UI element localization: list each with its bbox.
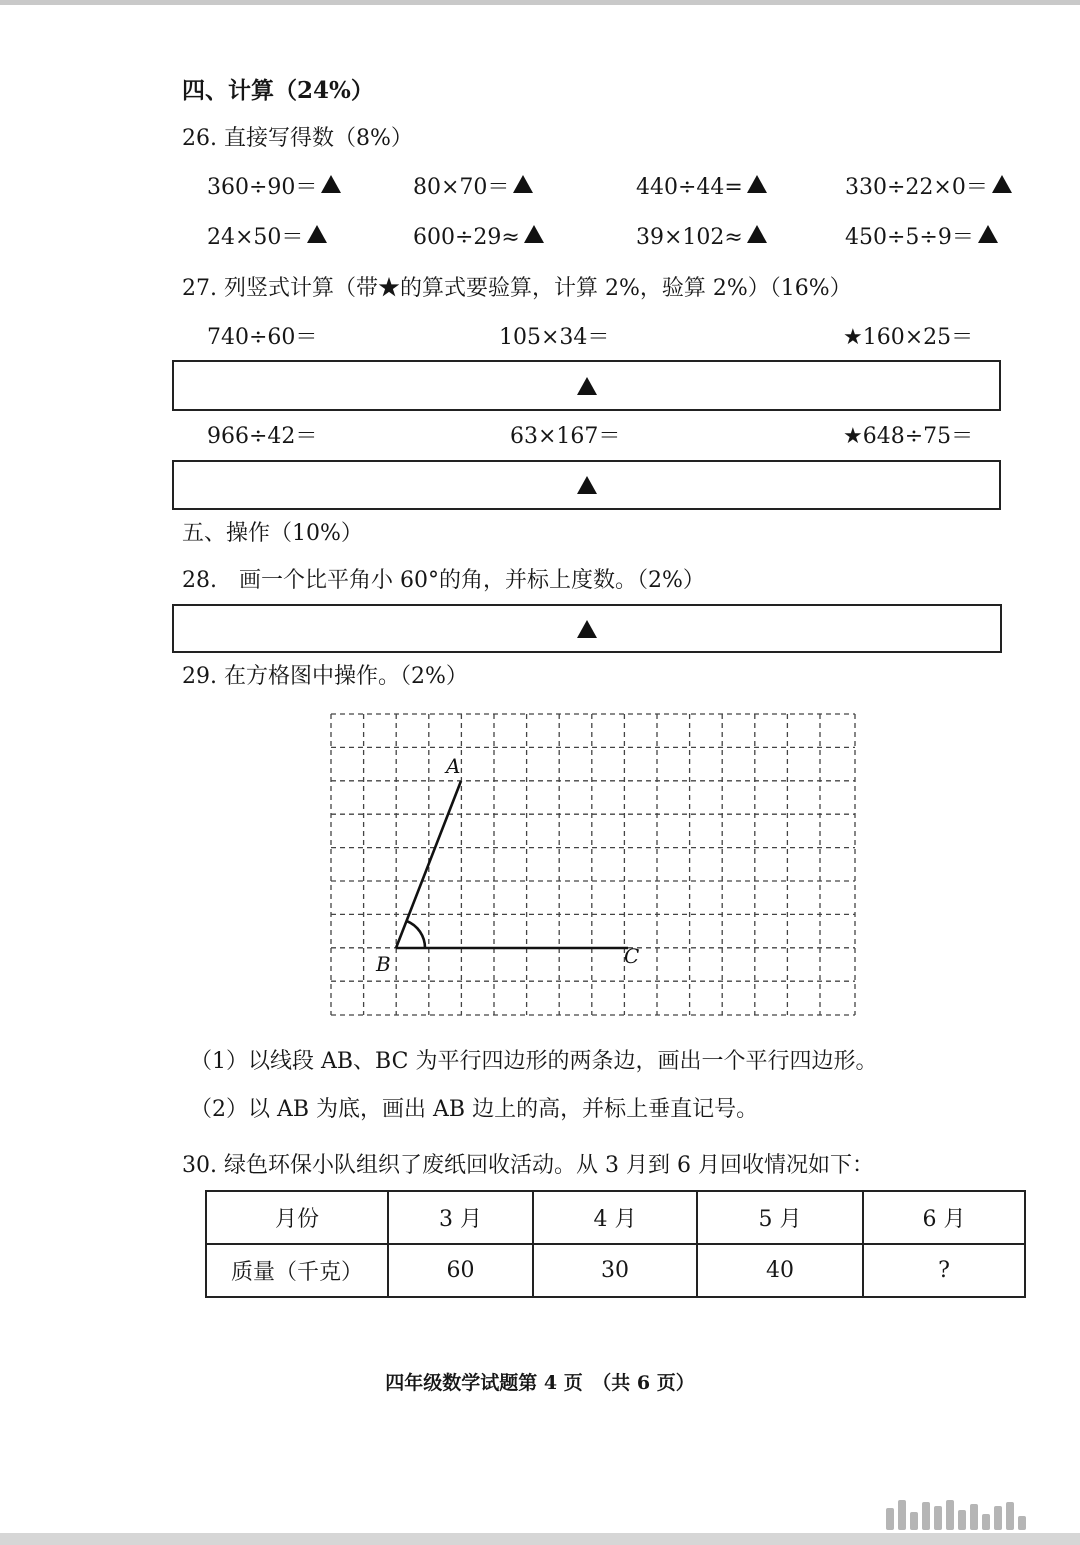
watermark-bars-icon bbox=[886, 1500, 1026, 1530]
answer-triangle-icon bbox=[747, 175, 767, 193]
q26-item-4: 330÷22×0＝ bbox=[845, 173, 1012, 203]
q27-title: 27. 列竖式计算（带★的算式要验算，计算 2%，验算 2%）（16%） bbox=[182, 276, 852, 301]
answer-triangle-icon bbox=[577, 377, 597, 395]
q26-item-2: 80×70＝ bbox=[413, 173, 533, 203]
q26-item-7: 39×102≈ bbox=[636, 223, 767, 253]
square-grid[interactable] bbox=[330, 713, 858, 1017]
q29-task-1: （1）以线段 AB、BC 为平行四边形的两条边，画出一个平行四边形。 bbox=[190, 1049, 878, 1074]
angle-arc bbox=[407, 921, 425, 948]
answer-triangle-icon bbox=[524, 225, 544, 243]
point-c-label: C bbox=[624, 944, 640, 968]
table-header-cell: 月份 bbox=[206, 1191, 388, 1244]
answer-triangle-icon bbox=[321, 175, 341, 193]
table-cell: 60 bbox=[388, 1244, 533, 1297]
q30-title: 30. 绿色环保小队组织了废纸回收活动。从 3 月到 6 月回收情况如下： bbox=[182, 1153, 874, 1178]
table-header-cell: 6 月 bbox=[863, 1191, 1025, 1244]
q26-item-1: 360÷90＝ bbox=[207, 173, 341, 203]
answer-triangle-icon bbox=[978, 225, 998, 243]
q28-title: 28. 画一个比平角小 60°的角，并标上度数。（2%） bbox=[182, 568, 705, 593]
point-a-label: A bbox=[446, 754, 461, 778]
table-header-cell: 5 月 bbox=[697, 1191, 863, 1244]
answer-triangle-icon bbox=[307, 225, 327, 243]
q27-expr-2: 105×34＝ bbox=[499, 325, 610, 350]
page-footer: 四年级数学试题第 4 页 （共 6 页） bbox=[385, 1372, 695, 1394]
table-row bbox=[206, 1191, 1025, 1244]
table-cell[interactable]: ? bbox=[863, 1244, 1025, 1297]
table-cell: 40 bbox=[697, 1244, 863, 1297]
q27-expr-4: 966÷42＝ bbox=[207, 424, 318, 449]
table-cell: 质量（千克） bbox=[206, 1244, 388, 1297]
table-cell: 30 bbox=[533, 1244, 697, 1297]
recycling-table bbox=[205, 1190, 1026, 1298]
scan-bottom-edge bbox=[0, 1533, 1080, 1545]
q27-answer-box-2[interactable] bbox=[172, 460, 1001, 510]
q29-title: 29. 在方格图中操作。（2%） bbox=[182, 664, 468, 689]
q26-title: 26. 直接写得数（8%） bbox=[182, 126, 413, 151]
section-4-title: 四、计算（24%） bbox=[182, 77, 374, 104]
q26-item-8: 450÷5÷9＝ bbox=[845, 223, 998, 253]
q27-answer-box-1[interactable] bbox=[172, 360, 1001, 411]
answer-triangle-icon bbox=[992, 175, 1012, 193]
q27-expr-3: ★160×25＝ bbox=[843, 325, 974, 350]
q27-expr-5: 63×167＝ bbox=[510, 424, 621, 449]
section-5-title: 五、操作（10%） bbox=[182, 521, 363, 546]
q26-item-5: 24×50＝ bbox=[207, 223, 327, 253]
q28-answer-box[interactable] bbox=[172, 604, 1002, 653]
table-header-cell: 4 月 bbox=[533, 1191, 697, 1244]
q26-item-3: 440÷44= bbox=[636, 173, 767, 203]
q27-expr-1: 740÷60＝ bbox=[207, 325, 318, 350]
q29-task-2: （2）以 AB 为底，画出 AB 边上的高，并标上垂直记号。 bbox=[190, 1097, 759, 1122]
point-b-label: B bbox=[376, 952, 391, 976]
answer-triangle-icon bbox=[747, 225, 767, 243]
answer-triangle-icon bbox=[513, 175, 533, 193]
table-header-cell: 3 月 bbox=[388, 1191, 533, 1244]
scan-top-edge bbox=[0, 0, 1080, 5]
answer-triangle-icon bbox=[577, 476, 597, 494]
q27-expr-6: ★648÷75＝ bbox=[843, 424, 974, 449]
answer-triangle-icon bbox=[577, 620, 597, 638]
q26-item-6: 600÷29≈ bbox=[413, 223, 544, 253]
table-row bbox=[206, 1244, 1025, 1297]
